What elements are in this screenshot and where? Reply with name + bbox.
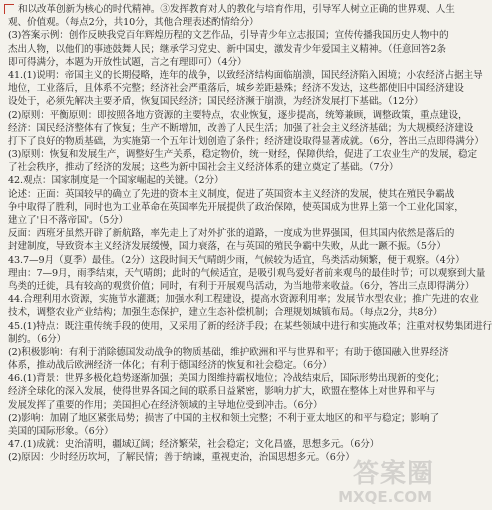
text-line: (2)原因：少时经历坎坷，了解民情；善于纳谏，重视吏治，治国思想多元。（6分）	[8, 452, 355, 464]
text-line: (3)答案示例：创作反映我党百年辉煌历程的文艺作品，引导青少年立志报国；宣传传播我国历史人物中的	[8, 30, 449, 42]
text-line: 建立了'日不落帝国'。（5分）	[8, 215, 129, 226]
text-line: 技术，调整农业产业结构；加强生态保护，建立生态补偿机制；合理规划城镇布局。（每点2分，共8分）	[8, 307, 443, 319]
text-line: 44.合理利用水资源，实施节水灌溉；加强水利工程建设，提高水资源利用率；发展节水型农业；推广先进的农业	[8, 294, 479, 306]
text-line: 制约。（6分）	[8, 333, 67, 345]
text-line: 打下了良好的物质基础，为实施第一个五年计划创造了条件；经济建设取得显著成就。（6分，答出三点即得满分）	[8, 135, 484, 147]
text-line: 杰出人物，以他们的事迹鼓舞人民；继承学习党史、新中国史，激发青少年爱国主义精神。（任意回答2条	[8, 43, 446, 55]
text-line: 47.(1)成就：史治清明，疆域辽阔；经济繁荣，社会稳定；文化昌盛，思想多元。（6分）	[8, 439, 380, 451]
watermark-url: MXQE.COM	[338, 488, 432, 506]
text-line: 美国的国际形象。（6分）	[8, 426, 114, 437]
answer-text-block	[8, 3, 492, 465]
text-line: 41.(1)说明：帝国主义的长期侵略，连年的战争，以致经济结构面临崩溃，国民经济陷入困境；小农经济占据主导	[8, 69, 483, 81]
text-line: 43.7—9月（夏季）最佳。（2分）这段时间天气晴朗少雨，气候较为适宜，鸟类活动频繁，便于观察。（4分）	[8, 254, 465, 266]
text-line: (3)原则：恢复和发展生产，调整好生产关系，稳定物价，统一财经，保障供给，促进了工农业生产的发展，稳定	[8, 149, 477, 161]
text-line: 设处于，必须先解决主要矛盾，恢复国民经济；国民经济濒于崩溃，为经济发展打下基础。（12分）	[8, 96, 424, 108]
text-line: 体系，推动战后欧洲经济一体化；有利于德国经济的恢复和社会稳定。（6分）	[8, 360, 332, 372]
text-line: 即可得满分，本题为开放性试题，言之有理即可）（4分）	[8, 56, 247, 68]
text-line: 46.(1)背景：世界多极化趋势逐渐加强；美国力图维持霸权地位；冷战结束后，国际形势出现新的变化；	[8, 373, 445, 385]
text-line: 论述：正面：英国较早的确立了先进的资本主义制度，促进了英国资本主义经济的发展，使其在殖民争霸战	[8, 188, 455, 200]
text-line: 反面：西班牙虽然开辟了新航路，率先走上了对外扩张的道路，一度成为世界强国，但其国内依然是落后的	[8, 228, 455, 240]
text-line: 45.(1)特点：既注重传统手段的使用，又采用了新的经济手段；在某些领域中进行和实施改革；注重对权势集团进行	[8, 320, 492, 332]
text-line: 理由：7—9月，雨季结束，天气晴朗；此时的气候适宜，是吸引观鸟爱好者前来观鸟的最佳时节；可以观察到大量	[8, 267, 486, 279]
watermark-brand: 答案圈	[352, 459, 434, 489]
text-line: 封建制度，导致资本主义经济发展缓慢，国力衰落，在与英国的殖民争霸中失败，从此一蹶不振。（5分）	[8, 241, 446, 253]
text-line: (2)原则：平衡原则：即按照各地方资源的主要特点，农业恢复，逐步提高，统筹兼顾，调整政策，重点建设，	[8, 109, 468, 121]
text-line: 发展发挥了重要的作用；美国担心在经济领域的主导地位受到冲击。（6分）	[8, 399, 323, 411]
text-line: 和以改革创新为核心的时代精神。③发挥教育对人的教化与培育作用，引导军人树立正确的世界观、人生	[18, 4, 455, 15]
text-line: 争中取得了胜利，同时也为工业革命在英国率先开展提供了政治保障，使英国成为世界上第一个工业化国家，	[8, 201, 464, 213]
text-line: 42.观点：国家制度是一个国家崛起的关键。（2分）	[8, 175, 224, 187]
text-line: 鸟类的迁徙，具有较高的观赏价值；同时，有利于开展观鸟活动，为当地带来收益。（6分，答出三点即得满分）	[8, 280, 475, 292]
text-line: (2)影响：加剧了地区紧张局势；损害了中国的主权和领土完整；不利于亚太地区的和平与稳定；影响了	[8, 412, 440, 424]
text-line: 观、价值观。（每点2分，共10分，其他合理表述酌情给分）	[8, 17, 259, 29]
text-line: 了社会秩序，推动了经济的发展；这些为新中国社会主义经济体系的建立奠定了基础。（7分）	[8, 162, 399, 174]
text-line: 经济：国民经济整体有了恢复；生产不断增加，改善了人民生活；加强了社会主义经济基础；为大规模经济建设	[8, 122, 474, 134]
text-line: 经济全球化的深入发展，使得世界各国之间的联系日益紧密，影响力扩大，欧盟在整体上对世界和平与	[8, 386, 436, 398]
page-corner-mark-icon	[4, 4, 14, 14]
text-line: 地位，工业落后，且体系不完整；经济社会严重落后，城乡差距悬殊；经济不发达，这些都使旧中国经济建设	[8, 83, 464, 95]
text-line: (2)积极影响：有利于消除德国发动战争的物质基础，维护欧洲和平与世界和平；有助于德国融入世界经济	[8, 346, 449, 358]
